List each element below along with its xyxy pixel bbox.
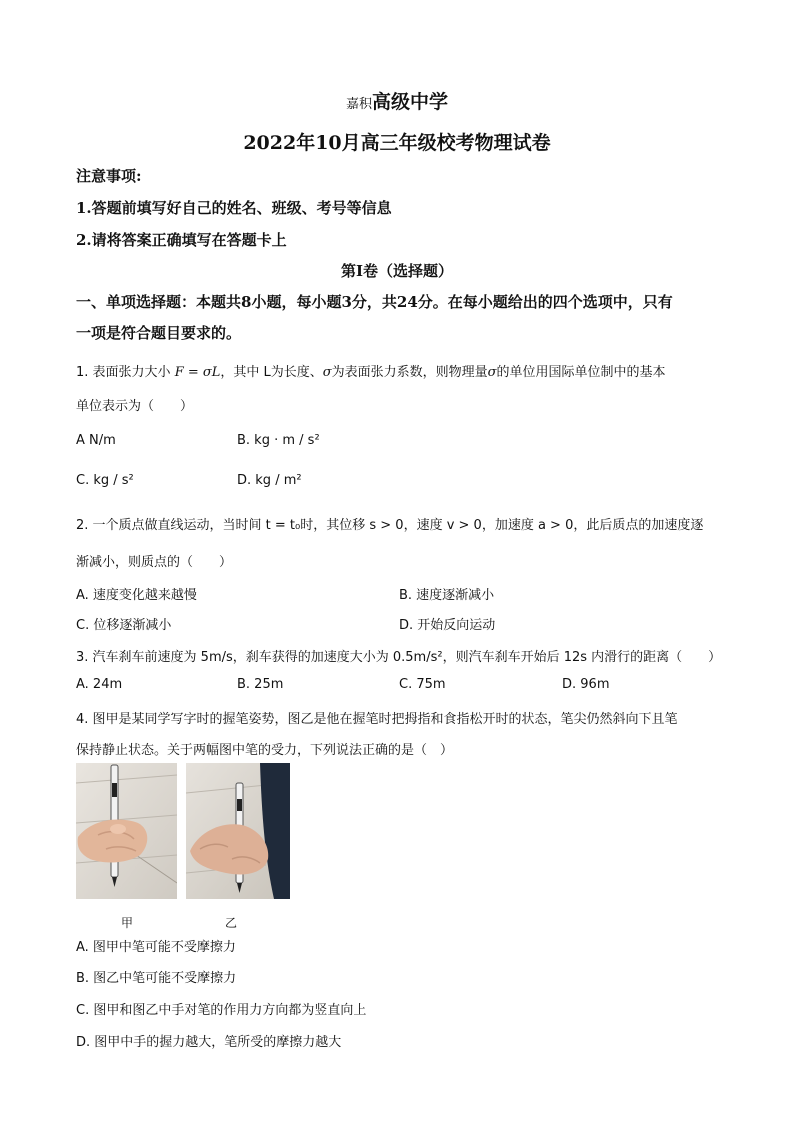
q1-stem-line2: 单位表示为（ ）: [76, 399, 194, 414]
q1-pre: 1. 表面张力大小: [76, 365, 171, 380]
q2-option-a: A. 速度变化越来越慢: [76, 588, 197, 603]
q1-option-c: C. kg / s²: [76, 473, 134, 488]
caption-yi: 乙: [225, 916, 238, 930]
q2-stem-line1: 2. 一个质点做直线运动，当时间 t = t₀时，其位移 s > 0，速度 v > 0，加速度 a > 0，此后质点的加速度逐: [76, 518, 704, 533]
q1-option-b: B. kg · m / s²: [237, 433, 320, 448]
section-instruction-line2: 一项是符合题目要求的。: [76, 324, 242, 342]
q1-post2: 的单位用国际单位制中的基本: [496, 365, 666, 380]
q1-formula: F = σL: [174, 365, 221, 380]
caption-jia: 甲: [121, 916, 134, 930]
photo-jia: [76, 763, 177, 899]
q4-option-b: B. 图乙中笔可能不受摩擦力: [76, 971, 237, 986]
notes-heading: 注意事项:: [76, 167, 142, 185]
q1-sigma2: σ: [487, 365, 497, 380]
q1-option-a: A N/m: [76, 433, 116, 448]
q1-post: 为表面张力系数，则物理量: [331, 365, 488, 380]
q2-option-c: C. 位移逐渐减小: [76, 618, 172, 633]
notes-item-1: 1.答题前填写好自己的姓名、班级、考号等信息: [76, 199, 392, 217]
q2-option-b: B. 速度逐渐减小: [399, 588, 495, 603]
q4-option-c: C. 图甲和图乙中手对笔的作用力方向都为竖直向上: [76, 1003, 367, 1018]
school-prefix: 嘉积: [345, 97, 372, 112]
exam-title: 2022年10月高三年级校考物理试卷: [243, 132, 551, 154]
q1-option-d: D. kg / m²: [237, 473, 302, 488]
q3-option-d: D. 96m: [562, 677, 610, 692]
q2-stem-line2: 渐减小，则质点的（ ）: [76, 555, 233, 570]
q4-stem-line2: 保持静止状态。关于两幅图中笔的受力，下列说法正确的是（ ）: [76, 743, 454, 758]
notes-item-2: 2.请将答案正确填写在答题卡上: [76, 231, 287, 249]
q1-mid: ，其中 L为长度、: [220, 365, 323, 380]
q1-sigma: σ: [322, 365, 332, 380]
q2-option-d: D. 开始反向运动: [399, 618, 496, 633]
volume-heading: 第I卷（选择题）: [340, 262, 454, 280]
school-name: [0, 87, 794, 114]
q4-option-d: D. 图甲中手的握力越大，笔所受的摩擦力越大: [76, 1035, 342, 1050]
q3-stem: 3. 汽车刹车前速度为 5m/s，刹车获得的加速度大小为 0.5m/s²，则汽车刹车开始后 12s 内滑行的距离（ ）: [76, 650, 722, 665]
q4-option-a: A. 图甲中笔可能不受摩擦力: [76, 940, 236, 955]
q3-option-a: A. 24m: [76, 677, 123, 692]
q1-stem-line1: [76, 361, 666, 380]
q4-stem-line1: 4. 图甲是某同学写字时的握笔姿势，图乙是他在握笔时把拇指和食指松开时的状态，笔尖仍然斜向下且笔: [76, 712, 678, 727]
q3-option-c: C. 75m: [399, 677, 446, 692]
section-instruction-line1: 一、单项选择题：本题共8小题，每小题3分，共24分。在每小题给出的四个选项中，只有: [76, 293, 673, 311]
q3-option-b: B. 25m: [237, 677, 284, 692]
photo-yi: [186, 763, 290, 899]
school-name-main: 高级中学: [372, 91, 449, 113]
